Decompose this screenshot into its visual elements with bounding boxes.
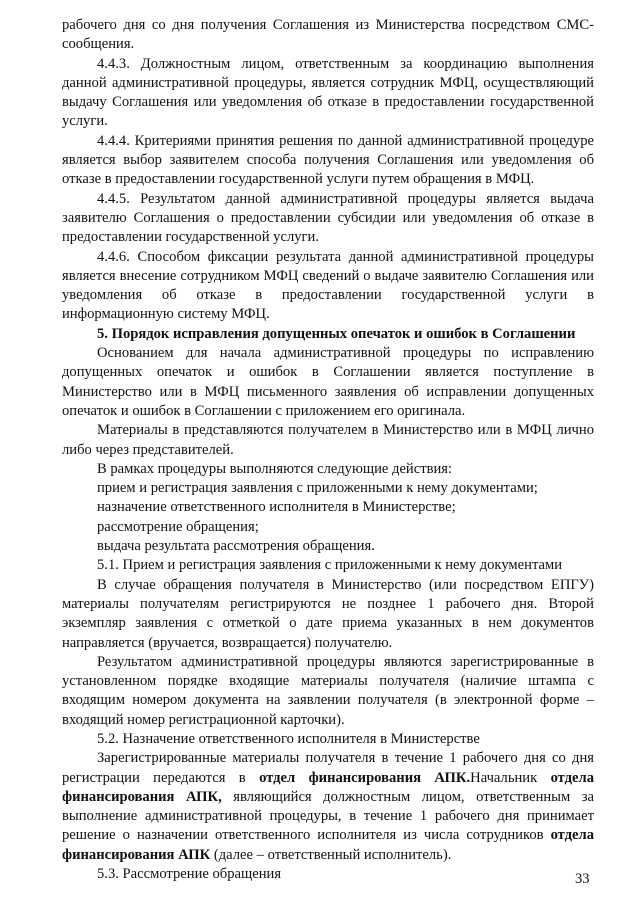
list-item-assignment: назначение ответственного исполнителя в Министерстве; [97, 499, 456, 516]
paragraph-4-4-3: 4.4.3. Должностным лицом, ответственным за координацию выполнения данной административной процедуры, является сотрудник МФЦ, осуществляющий выдачу Соглашения или уведомления об отказе в предоставлении государственной услуги. [62, 55, 594, 130]
paragraph-actions-intro: В рамках процедуры выполняются следующие действия: [97, 460, 453, 477]
list-item-result: выдача результата рассмотрения обращения. [97, 538, 375, 555]
paragraph-continuation: рабочего дня со дня получения Соглашения из Министерства посредством СМС-сообщения. [62, 17, 594, 53]
bold-run: отдел финансирования АПК. [259, 769, 471, 786]
list-item-reception: прием и регистрация заявления с приложенными к нему документами; [97, 480, 538, 497]
bold-run: отдела финансирования АПК [62, 827, 594, 863]
paragraph-5-2-body [62, 749, 594, 865]
page-number: 33 [575, 871, 590, 887]
subsection-5-1-heading: 5.1. Прием и регистрация заявления с приложенными к нему документами [97, 557, 563, 574]
subsection-5-2-heading: 5.2. Назначение ответственного исполнителя в Министерстве [97, 730, 480, 747]
paragraph-4-4-4: 4.4.4. Критериями принятия решения по данной административной процедуре является выбор заявителем способа получения Соглашения или уведомления об отказе в предоставлении государственной услуги путем обращения в МФЦ. [62, 132, 594, 188]
text-run: Зарегистрированные материалы получателя в течение 1 рабочего дня со дня регистрации передаются в [62, 750, 594, 786]
paragraph-4-4-5: 4.4.5. Результатом данной административной процедуры является выдача заявителю Соглашения о предоставлении субсидии или уведомления об отказе в предоставлении государственной услуги. [62, 190, 594, 246]
paragraph-4-4-6: 4.4.6. Способом фиксации результата данной административной процедуры является внесение сотрудником МФЦ сведений о выдаче заявителю Соглашения или уведомления об отказе в предоставлении государственной услуги в информационную систему МФЦ. [62, 248, 594, 323]
paragraph-registration: В случае обращения получателя в Министерство (или посредством ЕПГУ) материалы получателям регистрируются не позднее 1 рабочего дня. Второй экземпляр заявления с отметкой о дате приема указанных в нем документов направляется (вручается, возвращается) получателю. [62, 576, 594, 651]
bold-run: отдела финансирования АПК, [62, 769, 594, 805]
paragraph-materials: Материалы в представляются получателем в Министерство или в МФЦ лично либо через представителей. [62, 422, 594, 458]
subsection-5-3-heading: 5.3. Рассмотрение обращения [97, 866, 282, 883]
text-run: являющийся должностным лицом, ответственным за выполнение административной процедуры, в течение 1 рабочего дня принимает решение о назначении ответственного исполнителя из числа сотрудников [62, 788, 594, 844]
text-run: Начальник [470, 769, 551, 786]
section-5-heading: 5. Порядок исправления допущенных опечаток и ошибок в Соглашении [97, 325, 576, 342]
document-page [62, 16, 594, 884]
list-item-review: рассмотрение обращения; [97, 518, 259, 535]
paragraph-registration-result: Результатом административной процедуры являются зарегистрированные в установленном порядке входящие материалы получателя (наличие штампа с входящим номером документа на заявлении получателя (в электронной форме – входящий номер регистрационной карточки). [62, 653, 594, 728]
paragraph-basis: Основанием для начала административной процедуры по исправлению допущенных опечаток и ошибок в Соглашении является поступление в Министерство или в МФЦ письменного заявления об исправлении допущенных опечаток и ошибок в Соглашении с приложением его оригинала. [62, 345, 594, 419]
text-run: (далее – ответственный исполнитель). [210, 846, 452, 863]
